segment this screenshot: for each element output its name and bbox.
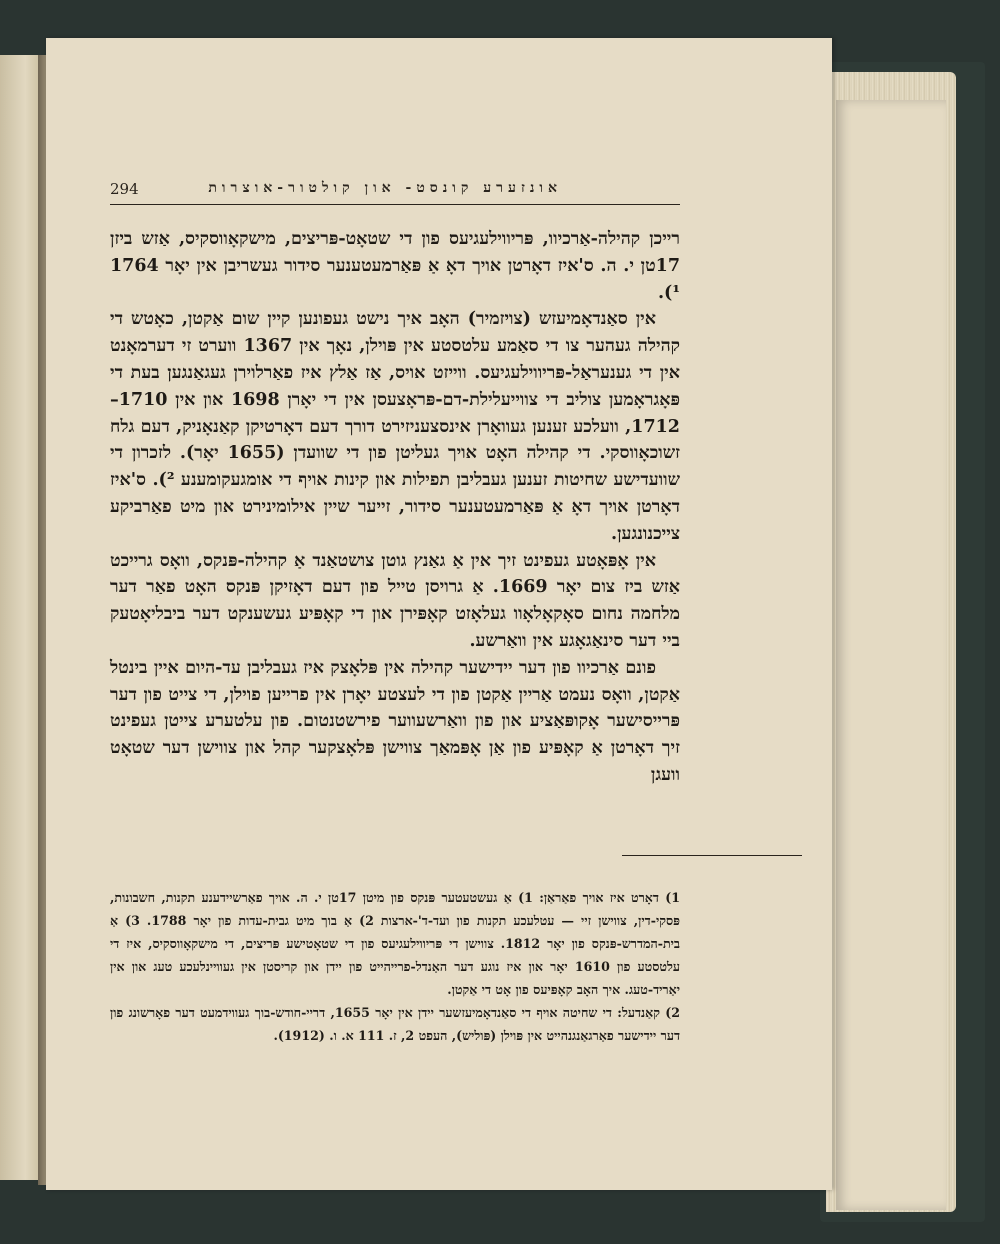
- footnote-rule: [622, 855, 802, 856]
- facing-page: [836, 100, 946, 1210]
- running-title: אונזערע קונסט- און קולטור-אוצרות: [208, 180, 562, 196]
- footnote: 2) קאַנדעל: די שחיטה אויף די סאַנדאָמיעזשער יידן אין יאָר 1655, דריי-חודש-בוך געווידמעט דער פאָרשונג פון דער יידישער פאַרגאַנגנהייט אין פּוילן (פּוליש), העפט 2, ז. 111 א. ו. (1912).: [110, 1005, 680, 1043]
- paragraph: רייכן קהילה-אַרכיוו, פּריווילעגיעס פון די שטאָט-פּריצים, מישקאָווסקיס, אַזש ביזן 17טן י. ה. ס'איז דאָרטן אויך דאָ אַ פּאַרמעטענער סידור געשריבן אין יאָר 1764 ¹).: [110, 229, 680, 303]
- footnote: 1) דאָרט איז אויך פאַראַן: 1) אַ געשטעטער פּנקס פון מיטן 17טן י. ה. אויך פאַרשיידענע תקנות, חשבונות, פּסקי-דין, צווישן זיי — עטלעכע תקנות פון ועד-ד'-ארצות 2) אַ בוך מיט גבית-עדות פון יאָר 1788. 3) אַ בית-המדרש-פּנקס פון יאָר 1812. צווישן די פּריווילעגיעס פון די שטאָטישע פּריצים, די מישקאָווסקיס, איז די עלטסטע פון 1610 יאָר און איז נוגע דער האַנדל-פרייהייט פון יידן און קריסטן אין געוויינלעכע טעג און אין יאַריד-טעג. איך האָב קאָפּיעס פון אָט די אַקטן.: [110, 890, 681, 997]
- page-header: [110, 178, 680, 205]
- paragraph: פונם אַרכיוו פון דער יידישער קהילה אין פּלאָצק איז געבליבן עד-היום איין בינטל אַקטן, וואָס נעמט אַריין אַקטן פון די לעצטע יאָרן אין פרייען פוילן, די צייט פון דער פּרייסישער אָקופּאַציע און פון וואַרשעווער פירשטנטום. פון עלטערע צייטן געפינט זיך דאָרטן אַ קאָפּיע פון אַן אָפּמאַך צווישן פּלאָצקער קהל און צווישן דער שטאָט וועגן: [110, 657, 680, 785]
- footnotes: [110, 886, 680, 1047]
- body-text: [110, 226, 680, 789]
- left-page-edge: [0, 55, 42, 1180]
- book-page: [46, 38, 832, 1190]
- paragraph: אין סאַנדאָמיעזש (צויזמיר) האָב איך נישט געפונען קיין שום אַקטן, כאָטש די קהילה געהער צו די סאַמע עלטסטע אין פּוילן, נאָך אין 1367 ווערט זי דערמאָנט אין די גענעראַל-פּריווילעגיעס. ווייזט אויס, אַז אַלץ איז פאַרלוירן געגאַנגען בעת די פּאָגראָמען צוליב די צווייעלילת-דם-פּראָצעסן אין די יאָרן 1698 און אין 1710–1712, וועלכע זענען געוואָרן אינסצעניזירט דורך דעם דאָרטיקן קאַנאָניק, דעם גלח זשוכאָווסקי. די קהילה האָט אויך געליטן פון די שוועדן (1655 יאָר). לזכרון די שוועדישע שחיטות זענען געבליבן תפילות און קינות אויף די אומגעקומענע ²). ס'איז דאָרטן אויך דאָ אַ פּאַרמעטענער סידור, זייער שיין אילומינירט און מיט פאַרביקע צייכנונגען.: [110, 309, 680, 544]
- paragraph: אין אָפּאָטע געפינט זיך אין אַ גאַנץ גוטן צושטאַנד אַ קהילה-פּנקס, וואָס גרייכט אַזש ביז צום יאָר 1669. אַ גרויסן טייל פון דעם דאָזיקן פּנקס האָט פאַר דער מלחמה נחום סאָקאָלאָוו געלאָזט קאָפּירן און די קאָפּיע געשענקט דער ביבליאָטעק ביי דער סינאַגאָגע אין וואַרשע.: [110, 550, 681, 651]
- page-number: 294: [110, 180, 139, 198]
